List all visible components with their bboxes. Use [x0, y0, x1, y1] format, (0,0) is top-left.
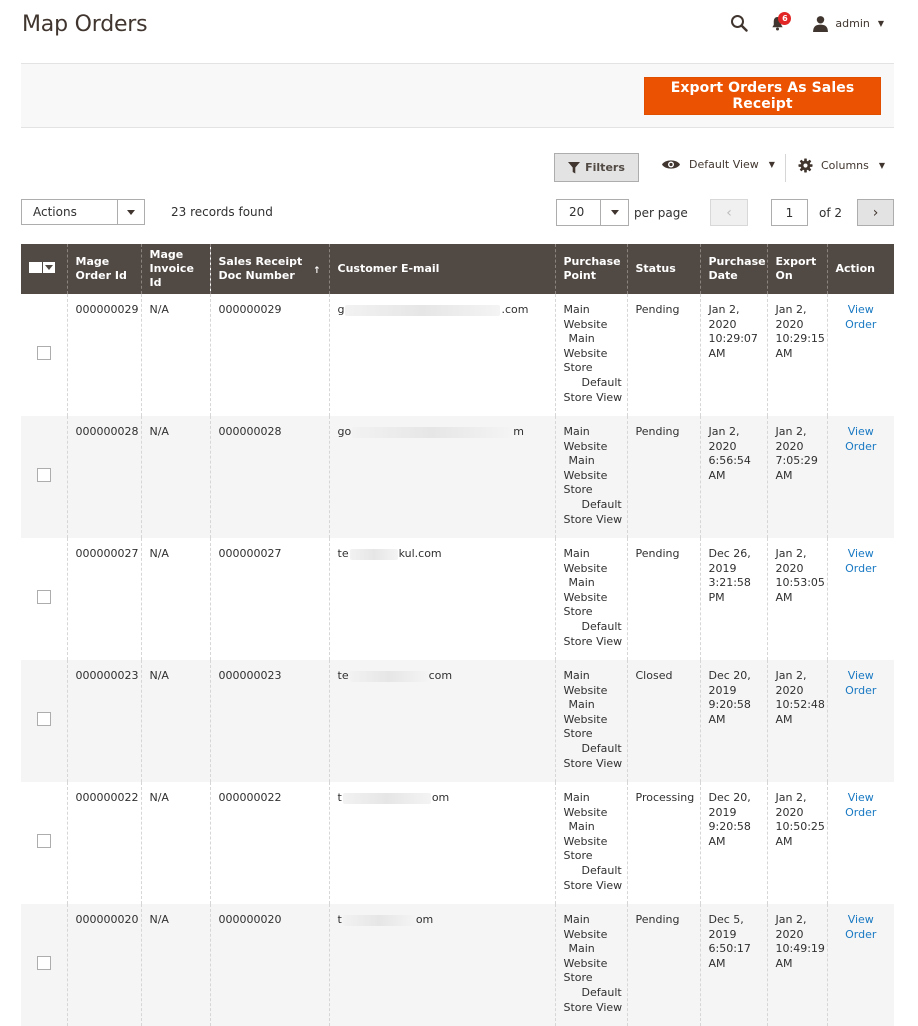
customer-email — [338, 303, 529, 318]
user-icon — [812, 15, 829, 32]
purchase-date-line: Jan 2, — [708, 425, 740, 438]
status-cell: Closed — [627, 660, 700, 782]
export-on-cell — [767, 660, 827, 782]
view-order-link-line: Order — [845, 561, 877, 575]
chevron-down-icon — [127, 210, 135, 215]
export-on-line: AM — [775, 346, 793, 360]
purchase-point-cell — [555, 660, 627, 782]
export-on-line: AM — [775, 468, 793, 482]
grid-header-row — [21, 244, 894, 294]
purchase-date-line: 9:20:58 — [708, 820, 751, 834]
column-header-purchase-date[interactable]: Purchase Date — [700, 244, 767, 294]
purchase-point-line: Main — [563, 547, 590, 560]
orders-grid — [21, 244, 894, 1026]
email-visible-end: om — [415, 913, 434, 926]
view-order-link-line: View — [847, 425, 874, 438]
chevron-down-icon: ▼ — [878, 161, 886, 170]
view-order-link[interactable] — [836, 669, 887, 698]
row-select-cell[interactable] — [21, 782, 67, 904]
purchase-date-line: 6:56:54 — [708, 454, 751, 468]
export-on-line: 2020 — [775, 317, 804, 331]
current-page-input[interactable] — [771, 199, 808, 226]
purchase-point-line: Store — [563, 361, 593, 375]
purchase-point-line: Main — [568, 698, 595, 712]
purchase-date-cell — [700, 538, 767, 660]
table-row — [21, 294, 894, 416]
redacted-email-blur — [345, 305, 500, 316]
row-checkbox[interactable] — [37, 712, 51, 726]
email-visible-start: g — [337, 303, 345, 316]
email-visible-end: com — [428, 669, 453, 682]
eye-icon — [661, 158, 681, 171]
notifications-bell[interactable] — [770, 14, 790, 32]
export-on-line: 10:53:05 — [775, 576, 825, 590]
search-icon[interactable] — [730, 14, 748, 32]
column-header-customer-email[interactable]: Customer E-mail — [329, 244, 555, 294]
purchase-date-line: 2019 — [708, 683, 737, 697]
column-header-action: Action — [827, 244, 894, 294]
chevron-right-icon: › — [872, 204, 879, 221]
redacted-email-blur — [343, 915, 415, 926]
invoice-id-cell: N/A — [141, 538, 210, 660]
doc-number-cell: 000000023 — [210, 660, 329, 782]
column-header-mage-invoice-id[interactable]: Mage Invoice Id — [141, 244, 210, 294]
purchase-point-cell — [555, 416, 627, 538]
view-order-link-line: Order — [845, 439, 877, 453]
export-on-line: 10:29:15 — [775, 332, 825, 346]
customer-email-cell — [329, 538, 555, 660]
status-cell: Pending — [627, 904, 700, 1026]
column-header-mage-order-id[interactable]: Mage Order Id — [67, 244, 141, 294]
purchase-date-line: 2020 — [708, 439, 737, 453]
filters-label: Filters — [585, 161, 625, 174]
customer-email-cell — [329, 660, 555, 782]
grid-body — [21, 294, 894, 1026]
table-row — [21, 416, 894, 538]
user-name: admin — [835, 16, 870, 30]
redacted-email-blur — [352, 427, 512, 438]
per-page-label: per page — [634, 206, 688, 220]
purchase-date-cell — [700, 904, 767, 1026]
view-order-link-line: View — [847, 913, 874, 926]
purchase-point-line: Main — [568, 332, 595, 346]
purchase-point-line: Default — [581, 863, 622, 877]
purchase-date-line: AM — [708, 468, 726, 482]
purchase-point-line: Store — [563, 727, 593, 741]
row-checkbox[interactable] — [37, 346, 51, 360]
sort-arrow-icon: ↑ — [312, 266, 321, 276]
purchase-point-line: Store View — [563, 756, 623, 770]
export-on-cell — [767, 294, 827, 416]
column-header-export-on[interactable]: Export On — [767, 244, 827, 294]
purchase-point-line: Default — [581, 497, 622, 511]
redacted-email-blur — [350, 549, 398, 560]
column-header-purchase-point[interactable]: Purchase Point — [555, 244, 627, 294]
purchase-point-line: Store View — [563, 1000, 623, 1014]
export-on-line: Jan 2, — [775, 791, 807, 804]
purchase-point-line: Default — [581, 375, 622, 389]
export-on-line: AM — [775, 590, 793, 604]
mass-actions-label: Actions — [33, 205, 77, 219]
purchase-date-cell — [700, 294, 767, 416]
row-select-cell[interactable] — [21, 416, 67, 538]
table-row — [21, 904, 894, 1026]
purchase-point-line: Main — [563, 425, 590, 438]
purchase-point-line: Store View — [563, 878, 623, 892]
purchase-date-line: AM — [708, 834, 726, 848]
row-select-cell[interactable] — [21, 904, 67, 1026]
status-cell: Pending — [627, 538, 700, 660]
chevron-down-icon: ▼ — [877, 18, 884, 28]
purchase-point-line: Main — [568, 576, 595, 590]
columns-switcher[interactable] — [798, 158, 885, 173]
order-id-cell: 000000027 — [67, 538, 141, 660]
next-page-button[interactable] — [857, 199, 894, 226]
chevron-left-icon: ‹ — [726, 204, 732, 221]
purchase-point-cell — [555, 782, 627, 904]
row-select-cell[interactable] — [21, 294, 67, 416]
export-on-line: Jan 2, — [775, 547, 807, 560]
purchase-date-line: 3:21:58 — [708, 576, 751, 590]
order-id-cell: 000000028 — [67, 416, 141, 538]
export-on-line: 10:49:19 — [775, 942, 825, 956]
view-order-link-line: Order — [845, 805, 877, 819]
action-cell — [827, 294, 894, 416]
purchase-point-line: Main — [563, 303, 590, 316]
row-checkbox[interactable] — [37, 956, 51, 970]
purchase-date-line: 6:50:17 — [708, 942, 751, 956]
purchase-point-line: Website — [563, 468, 608, 482]
purchase-point-line: Main — [568, 942, 595, 956]
invoice-id-cell: N/A — [141, 904, 210, 1026]
export-on-cell — [767, 416, 827, 538]
order-id-cell: 000000029 — [67, 294, 141, 416]
per-page-toggle[interactable] — [600, 200, 628, 225]
purchase-point-line: Store View — [563, 512, 623, 526]
filter-icon — [568, 162, 580, 174]
purchase-point-cell — [555, 294, 627, 416]
redacted-email-blur — [343, 793, 431, 804]
total-pages: of 2 — [819, 206, 843, 220]
purchase-point-cell — [555, 538, 627, 660]
purchase-point-line: Main — [568, 820, 595, 834]
export-on-line: 10:50:25 — [775, 820, 825, 834]
order-id-cell: 000000022 — [67, 782, 141, 904]
action-cell — [827, 660, 894, 782]
customer-email-cell — [329, 416, 555, 538]
customer-email-cell — [329, 294, 555, 416]
purchase-date-line: PM — [708, 590, 725, 604]
purchase-date-line: 2020 — [708, 317, 737, 331]
purchase-date-line: Dec 20, — [708, 669, 751, 682]
row-checkbox[interactable] — [37, 834, 51, 848]
export-on-line: AM — [775, 956, 793, 970]
email-visible-start: te — [337, 669, 349, 682]
email-visible-start: t — [337, 791, 342, 804]
row-checkbox[interactable] — [37, 468, 51, 482]
page-actions-bar — [21, 63, 894, 128]
status-cell: Pending — [627, 294, 700, 416]
column-header-status[interactable]: Status — [627, 244, 700, 294]
mass-actions-select[interactable] — [21, 199, 145, 225]
export-on-line: 7:05:29 — [775, 454, 818, 468]
customer-email — [338, 669, 453, 684]
export-on-cell — [767, 538, 827, 660]
header-actions — [730, 10, 884, 36]
view-order-link-line: Order — [845, 683, 877, 697]
purchase-date-line: AM — [708, 956, 726, 970]
customer-email — [338, 913, 434, 928]
email-visible-start: t — [337, 913, 342, 926]
purchase-date-line: Jan 2, — [708, 303, 740, 316]
column-header-doc-number[interactable] — [210, 244, 329, 294]
purchase-date-line: 2019 — [708, 927, 737, 941]
export-on-cell — [767, 904, 827, 1026]
purchase-point-cell — [555, 904, 627, 1026]
doc-number-cell: 000000029 — [210, 294, 329, 416]
status-cell: Processing — [627, 782, 700, 904]
notification-count-badge: 6 — [778, 12, 791, 25]
view-order-link-line: Order — [845, 927, 877, 941]
purchase-point-line: Store — [563, 483, 593, 497]
purchase-point-line: Store — [563, 849, 593, 863]
gear-icon — [798, 158, 813, 173]
view-order-link-line: View — [847, 547, 874, 560]
export-on-line: 2020 — [775, 561, 804, 575]
mass-select-header[interactable] — [21, 244, 67, 294]
purchase-point-line: Website — [563, 590, 608, 604]
purchase-point-line: Website — [563, 439, 608, 453]
doc-number-cell: 000000020 — [210, 904, 329, 1026]
view-order-link[interactable] — [836, 547, 887, 576]
customer-email — [338, 791, 450, 806]
page-title: Map Orders — [22, 12, 148, 37]
export-on-cell — [767, 782, 827, 904]
order-id-cell: 000000020 — [67, 904, 141, 1026]
purchase-point-line: Website — [563, 927, 608, 941]
purchase-point-line: Default — [581, 985, 622, 999]
purchase-point-line: Default — [581, 619, 622, 633]
export-on-line: Jan 2, — [775, 913, 807, 926]
view-label: Default View — [689, 158, 759, 171]
purchase-point-line: Website — [563, 712, 608, 726]
purchase-date-cell — [700, 416, 767, 538]
action-cell — [827, 904, 894, 1026]
purchase-date-line: Dec 26, — [708, 547, 751, 560]
customer-email-cell — [329, 782, 555, 904]
view-switcher[interactable] — [661, 158, 775, 171]
columns-label: Columns — [821, 159, 869, 172]
purchase-date-line: AM — [708, 712, 726, 726]
purchase-point-line: Main — [563, 669, 590, 682]
action-cell — [827, 782, 894, 904]
customer-email — [338, 425, 524, 440]
view-order-link-line: View — [847, 303, 874, 316]
email-visible-end: m — [513, 425, 524, 438]
export-on-line: Jan 2, — [775, 425, 807, 438]
action-cell — [827, 416, 894, 538]
export-on-line: AM — [775, 834, 793, 848]
export-on-line: 2020 — [775, 439, 804, 453]
view-order-link-line: View — [847, 669, 874, 682]
action-cell — [827, 538, 894, 660]
purchase-date-line: 9:20:58 — [708, 698, 751, 712]
purchase-point-line: Main — [563, 913, 590, 926]
filters-button[interactable] — [554, 153, 639, 182]
email-visible-start: te — [337, 547, 349, 560]
view-order-link[interactable] — [836, 791, 887, 820]
chevron-down-icon — [43, 262, 55, 273]
purchase-point-line: Website — [563, 956, 608, 970]
purchase-date-cell — [700, 660, 767, 782]
purchase-point-line: Website — [563, 317, 608, 331]
doc-number-cell: 000000027 — [210, 538, 329, 660]
doc-number-cell: 000000022 — [210, 782, 329, 904]
invoice-id-cell: N/A — [141, 416, 210, 538]
purchase-point-line: Website — [563, 561, 608, 575]
redacted-email-blur — [350, 671, 428, 682]
customer-email — [338, 547, 442, 562]
row-checkbox[interactable] — [37, 590, 51, 604]
records-found: 23 records found — [171, 205, 273, 219]
purchase-date-line: 2019 — [708, 561, 737, 575]
toolbar-divider — [785, 154, 786, 182]
purchase-point-line: Website — [563, 834, 608, 848]
purchase-point-line: Store — [563, 971, 593, 985]
view-order-link-line: View — [847, 791, 874, 804]
purchase-date-cell — [700, 782, 767, 904]
invoice-id-cell: N/A — [141, 660, 210, 782]
purchase-point-line: Main — [563, 791, 590, 804]
purchase-point-line: Website — [563, 805, 608, 819]
chevron-down-icon — [611, 210, 619, 215]
purchase-point-line: Website — [563, 346, 608, 360]
purchase-point-line: Website — [563, 683, 608, 697]
email-visible-end: .com — [501, 303, 529, 316]
export-on-line: AM — [775, 712, 793, 726]
row-select-cell[interactable] — [21, 660, 67, 782]
export-on-line: Jan 2, — [775, 303, 807, 316]
order-id-cell: 000000023 — [67, 660, 141, 782]
export-on-line: 10:52:48 — [775, 698, 825, 712]
view-order-link[interactable] — [836, 303, 887, 332]
table-row — [21, 538, 894, 660]
per-page-select[interactable] — [556, 199, 629, 226]
mass-select-checkbox[interactable] — [29, 262, 55, 273]
view-order-link[interactable] — [836, 913, 887, 942]
export-on-line: Jan 2, — [775, 669, 807, 682]
column-header-doc-number-label: Sales Receipt Doc Number — [218, 255, 303, 282]
purchase-date-line: 2019 — [708, 805, 737, 819]
mass-actions-toggle[interactable] — [117, 200, 144, 224]
email-visible-end: om — [431, 791, 450, 804]
purchase-date-line: 10:29:07 — [708, 332, 758, 346]
per-page-value: 20 — [569, 205, 585, 219]
table-row — [21, 782, 894, 904]
export-on-line: 2020 — [775, 927, 804, 941]
export-orders-button[interactable]: Export Orders As Sales Receipt — [644, 77, 881, 115]
purchase-date-line: Dec 20, — [708, 791, 751, 804]
email-visible-end: kul.com — [398, 547, 442, 560]
invoice-id-cell: N/A — [141, 782, 210, 904]
purchase-point-line: Store View — [563, 390, 623, 404]
previous-page-button[interactable] — [710, 199, 748, 226]
purchase-date-line: AM — [708, 346, 726, 360]
purchase-point-line: Default — [581, 741, 622, 755]
purchase-point-line: Store — [563, 605, 593, 619]
user-menu[interactable] — [812, 15, 884, 32]
customer-email-cell — [329, 904, 555, 1026]
export-on-line: 2020 — [775, 683, 804, 697]
view-order-link[interactable] — [836, 425, 887, 454]
purchase-point-line: Main — [568, 454, 595, 468]
chevron-down-icon: ▼ — [768, 160, 775, 169]
row-select-cell[interactable] — [21, 538, 67, 660]
invoice-id-cell: N/A — [141, 294, 210, 416]
checkbox-icon — [29, 262, 42, 273]
doc-number-cell: 000000028 — [210, 416, 329, 538]
table-row — [21, 660, 894, 782]
email-visible-start: go — [337, 425, 352, 438]
status-cell: Pending — [627, 416, 700, 538]
export-on-line: 2020 — [775, 805, 804, 819]
view-order-link-line: Order — [845, 317, 877, 331]
purchase-point-line: Store View — [563, 634, 623, 648]
purchase-date-line: Dec 5, — [708, 913, 744, 926]
